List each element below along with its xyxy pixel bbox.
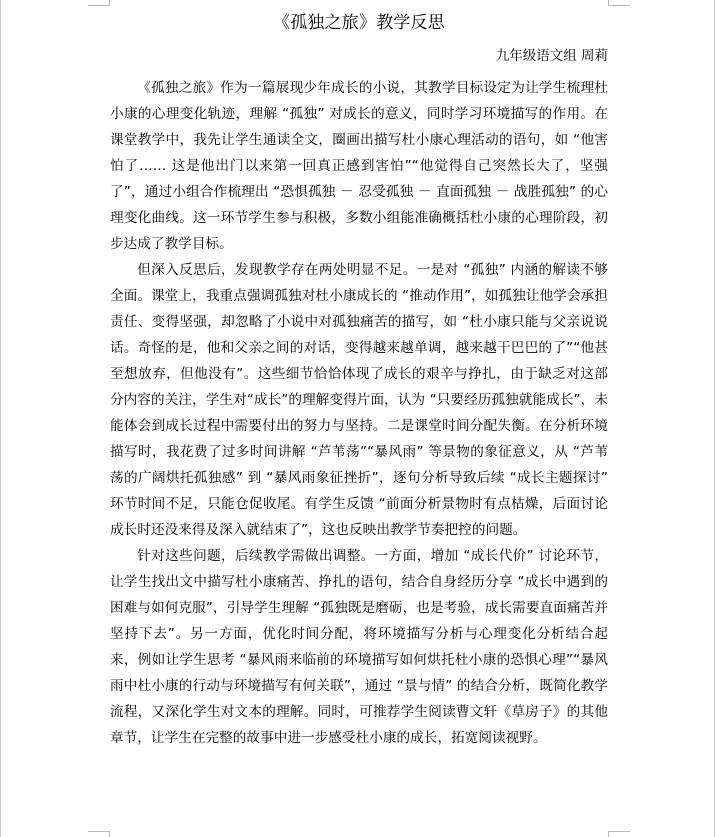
document-author: 九年级语文组 周莉	[495, 48, 608, 64]
document-body	[110, 75, 608, 751]
paragraph: 针对这些问题，后续教学需做出调整。一方面，增加 “成长代价” 讨论环节，让学生找出文中描写杜小康痛苦、挣扎的语句，结合自身经历分享 “成长中遇到的困难与如何克服”，引导学生理解 “孤独既是磨砺，也是考验，成长需要直面痛苦并坚持下去”。另一方面，优化时间分配，将环境描写分析与心理变化分析结合起来，例如让学生思考 “暴风雨来临前的环境描写如何烘托杜小康的恐惧心理”“暴风雨中杜小康的行动与环境描写有何关联”，通过 “景与情” 的结合分析，既简化教学流程，又深化学生对文本的理解。同时，可推荐学生阅读曹文轩《草房子》的其他章节，让学生在完整的故事中进一步感受杜小康的成长，拓宽阅读视野。	[110, 548, 608, 746]
paragraph: 但深入反思后，发现教学存在两处明显不足。一是对 “孤独” 内涵的解读不够全面。课堂上，我重点强调孤独对杜小康成长的 “推动作用”，如孤独让他学会承担责任、变得坚强，却忽略了小说中对孤独痛苦的描写，如 “杜小康只能与父亲说说话。奇怪的是，他和父亲之间的对话，变得越来越单调，越来越干巴巴的了”“他甚至想放弃，但他没有”。这些细节恰恰体现了成长的艰辛与挣扎，由于缺乏对这部分内容的关注，学生对“成长”的理解变得片面，认为 “只要经历孤独就能成长”，未能体会到成长过程中需要付出的努力与坚持。二是课堂时间分配失衡。在分析环境描写时，我花费了过多时间讲解 “芦苇荡”“暴风雨” 等景物的象征意义，从 “芦苇荡的广阔烘托孤独感” 到 “暴风雨象征挫折”，逐句分析导致后续 “成长主题探讨” 环节时间不足，只能仓促收尾。有学生反馈 “前面分析景物时有点枯燥，后面讨论成长时还没来得及深入就结束了”，这也反映出教学节奏把控的问题。	[110, 262, 608, 538]
page-edge-left	[0, 0, 1, 837]
document-title: 《孤独之旅》教学反思	[273, 13, 445, 33]
paragraph: 《孤独之旅》作为一篇展现少年成长的小说，其教学目标设定为让学生梳理杜小康的心理变化轨迹，理解 “孤独” 对成长的意义，同时学习环境描写的作用。在课堂教学中，我先让学生通读全文，圈画出描写杜小康心理活动的语句，如 “他害怕了…… 这是他出门以来第一回真正感到害怕”“他觉得自己突然长大了，坚强了”，通过小组合作梳理出 “恐惧孤独 － 忍受孤独 － 直面孤独 － 战胜孤独” 的心理变化曲线。这一环节学生参与积极，多数小组能准确概括杜小康的心理阶段，初步达成了教学目标。	[110, 80, 608, 252]
